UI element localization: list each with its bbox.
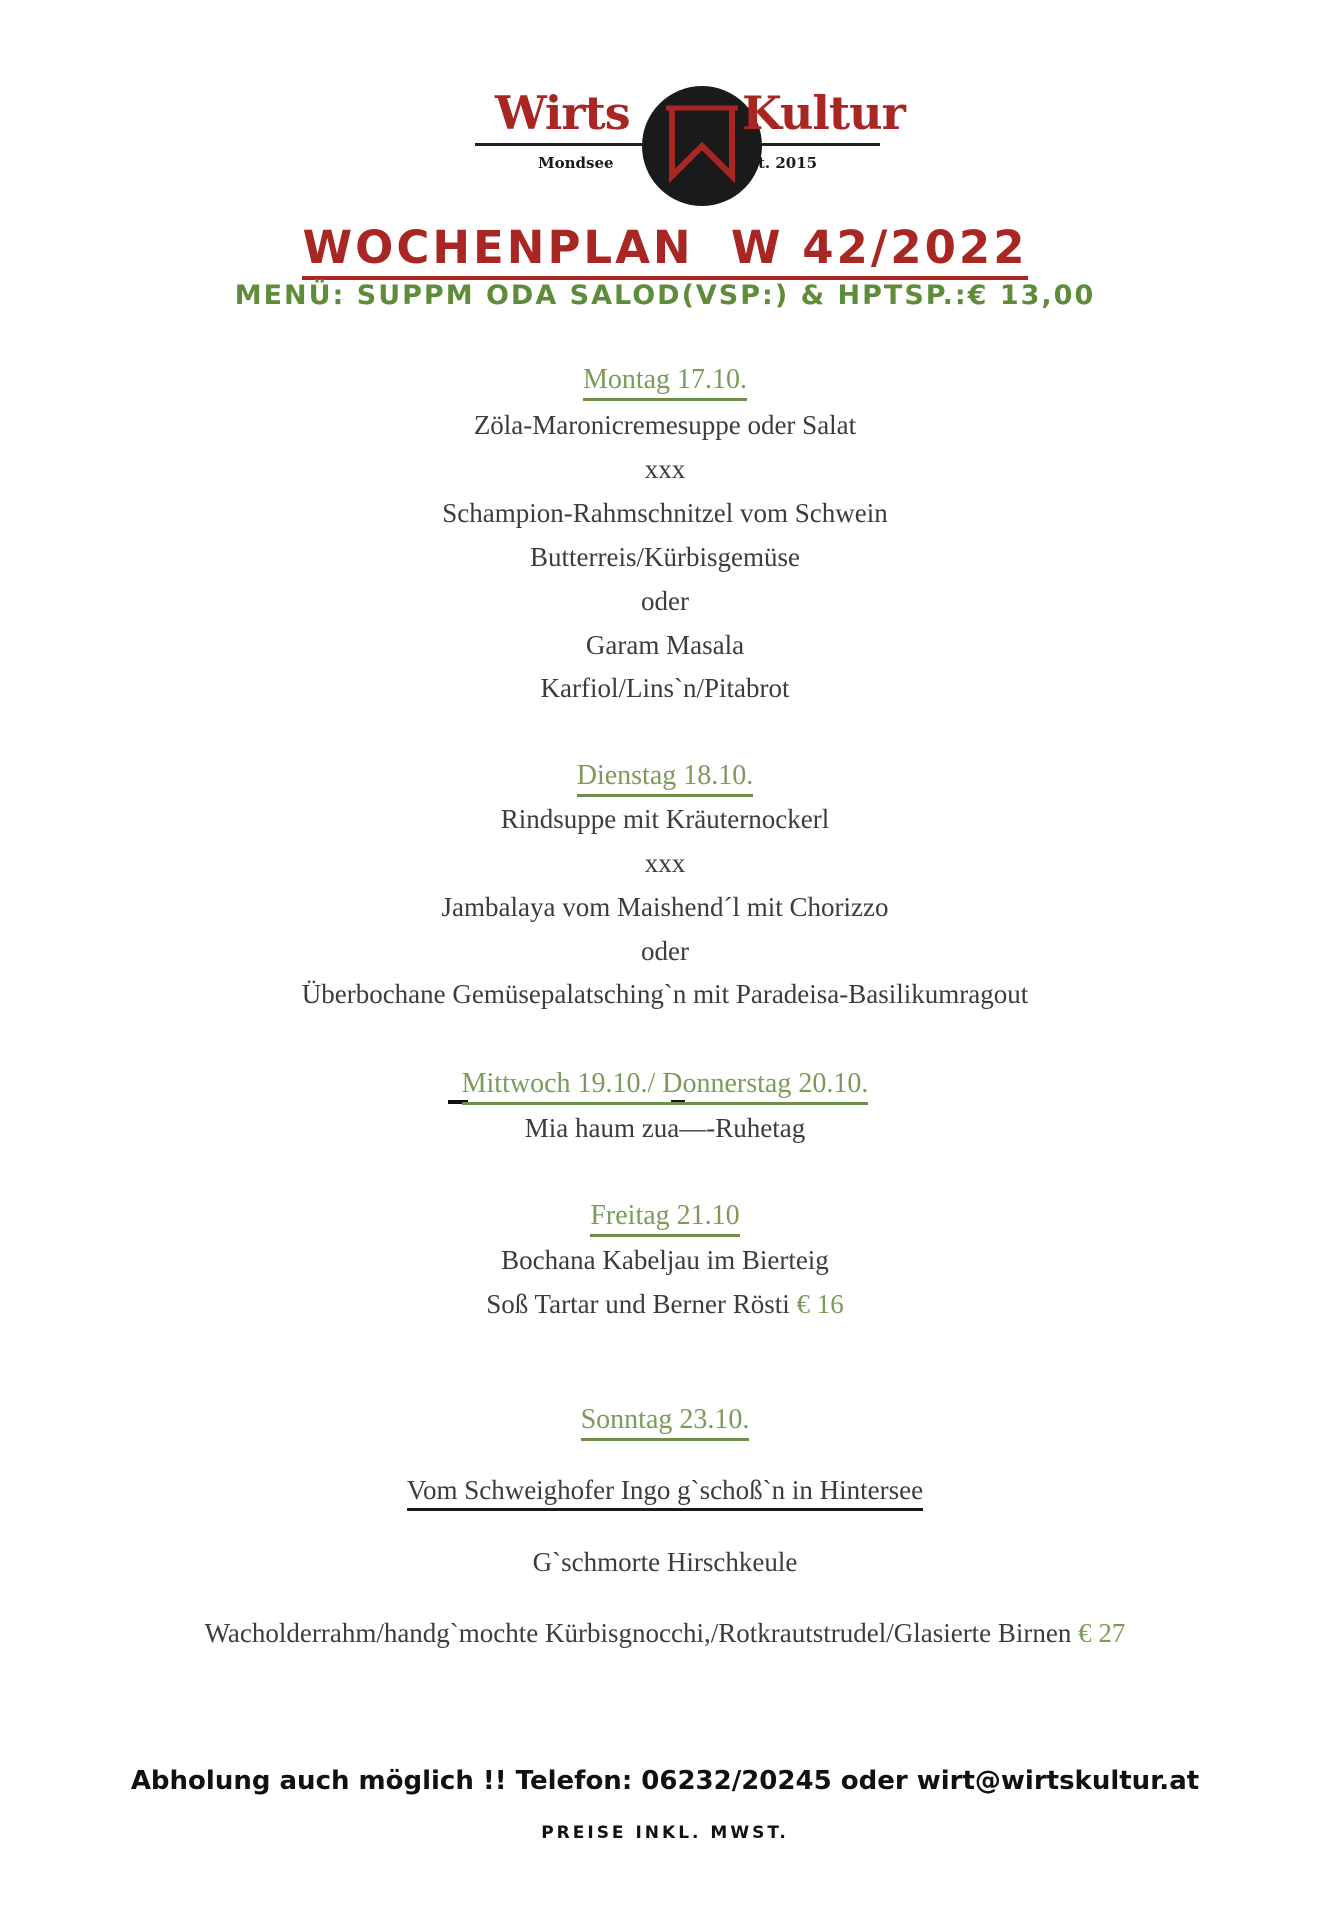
- menu-line: Wacholderrahm/handg`mochte Kürbisgnocchi,/Rotkrautstrudel/Glasierte Birnen € 27: [204, 1618, 1126, 1648]
- page-title: [0, 221, 1330, 274]
- price: € 27: [1078, 1618, 1126, 1648]
- menu-line: Jambalaya vom Maishend´l mit Chorizzo: [441, 892, 889, 922]
- prices-note: PREISE INKL. MWST.: [541, 1823, 789, 1843]
- logo-word-left: Wirts: [495, 86, 630, 140]
- logo-sub-right: est. 2015: [740, 154, 818, 172]
- special-heading: Vom Schweighofer Ingo g`schoß`n in Hintersee: [0, 1477, 1330, 1504]
- menu-line: Garam Masala: [585, 630, 745, 660]
- day-heading-freitag: Freitag 21.10: [0, 1202, 1330, 1230]
- day-heading-mittwoch-donnerstag: Mittwoch 19.10./ Donnerstag 20.10.: [0, 1070, 1330, 1098]
- menu-line: xxx: [644, 848, 686, 878]
- menu-line: Soß Tartar und Berner Rösti € 16: [486, 1289, 844, 1319]
- price: € 16: [796, 1289, 844, 1319]
- menu-line: xxx: [644, 454, 686, 484]
- day-heading-dienstag: Dienstag 18.10.: [0, 762, 1330, 790]
- menu-subtitle: MENÜ: SUPPM ODA SALOD(VSP:) & HPTSP.:€ 13,00: [234, 280, 1096, 311]
- day-heading-sonntag: Sonntag 23.10.: [0, 1406, 1330, 1434]
- menu-line: Butterreis/Kürbisgemüse: [530, 542, 800, 572]
- menu-line: Mia haum zua—-Ruhetag: [524, 1113, 806, 1143]
- logo: [470, 80, 905, 210]
- menu-line: Karfiol/Lins`n/Pitabrot: [540, 673, 790, 703]
- menu-line: Bochana Kabeljau im Bierteig: [501, 1245, 829, 1275]
- contact-footer: Abholung auch möglich !! Telefon: 06232/20245 oder wirt@wirtskultur.at: [130, 1766, 1200, 1796]
- menu-line: Überbochane Gemüsepalatsching`n mit Paradeisa-Basilikumragout: [301, 979, 1029, 1009]
- menu-line: Rindsuppe mit Kräuternockerl: [500, 804, 830, 834]
- page-title-text: WOCHENPLAN W 42/2022: [302, 221, 1027, 280]
- menu-line: G`schmorte Hirschkeule: [532, 1547, 798, 1577]
- day-heading-montag: Montag 17.10.: [0, 366, 1330, 394]
- menu-line: oder: [641, 936, 689, 966]
- logo-word-right: Kultur: [742, 86, 905, 140]
- menu-line: Schampion-Rahmschnitzel vom Schwein: [442, 498, 888, 528]
- menu-line: oder: [641, 586, 689, 616]
- logo-sub-left: Mondsee: [538, 154, 614, 172]
- menu-line: Zöla-Maronicremesuppe oder Salat: [473, 410, 857, 440]
